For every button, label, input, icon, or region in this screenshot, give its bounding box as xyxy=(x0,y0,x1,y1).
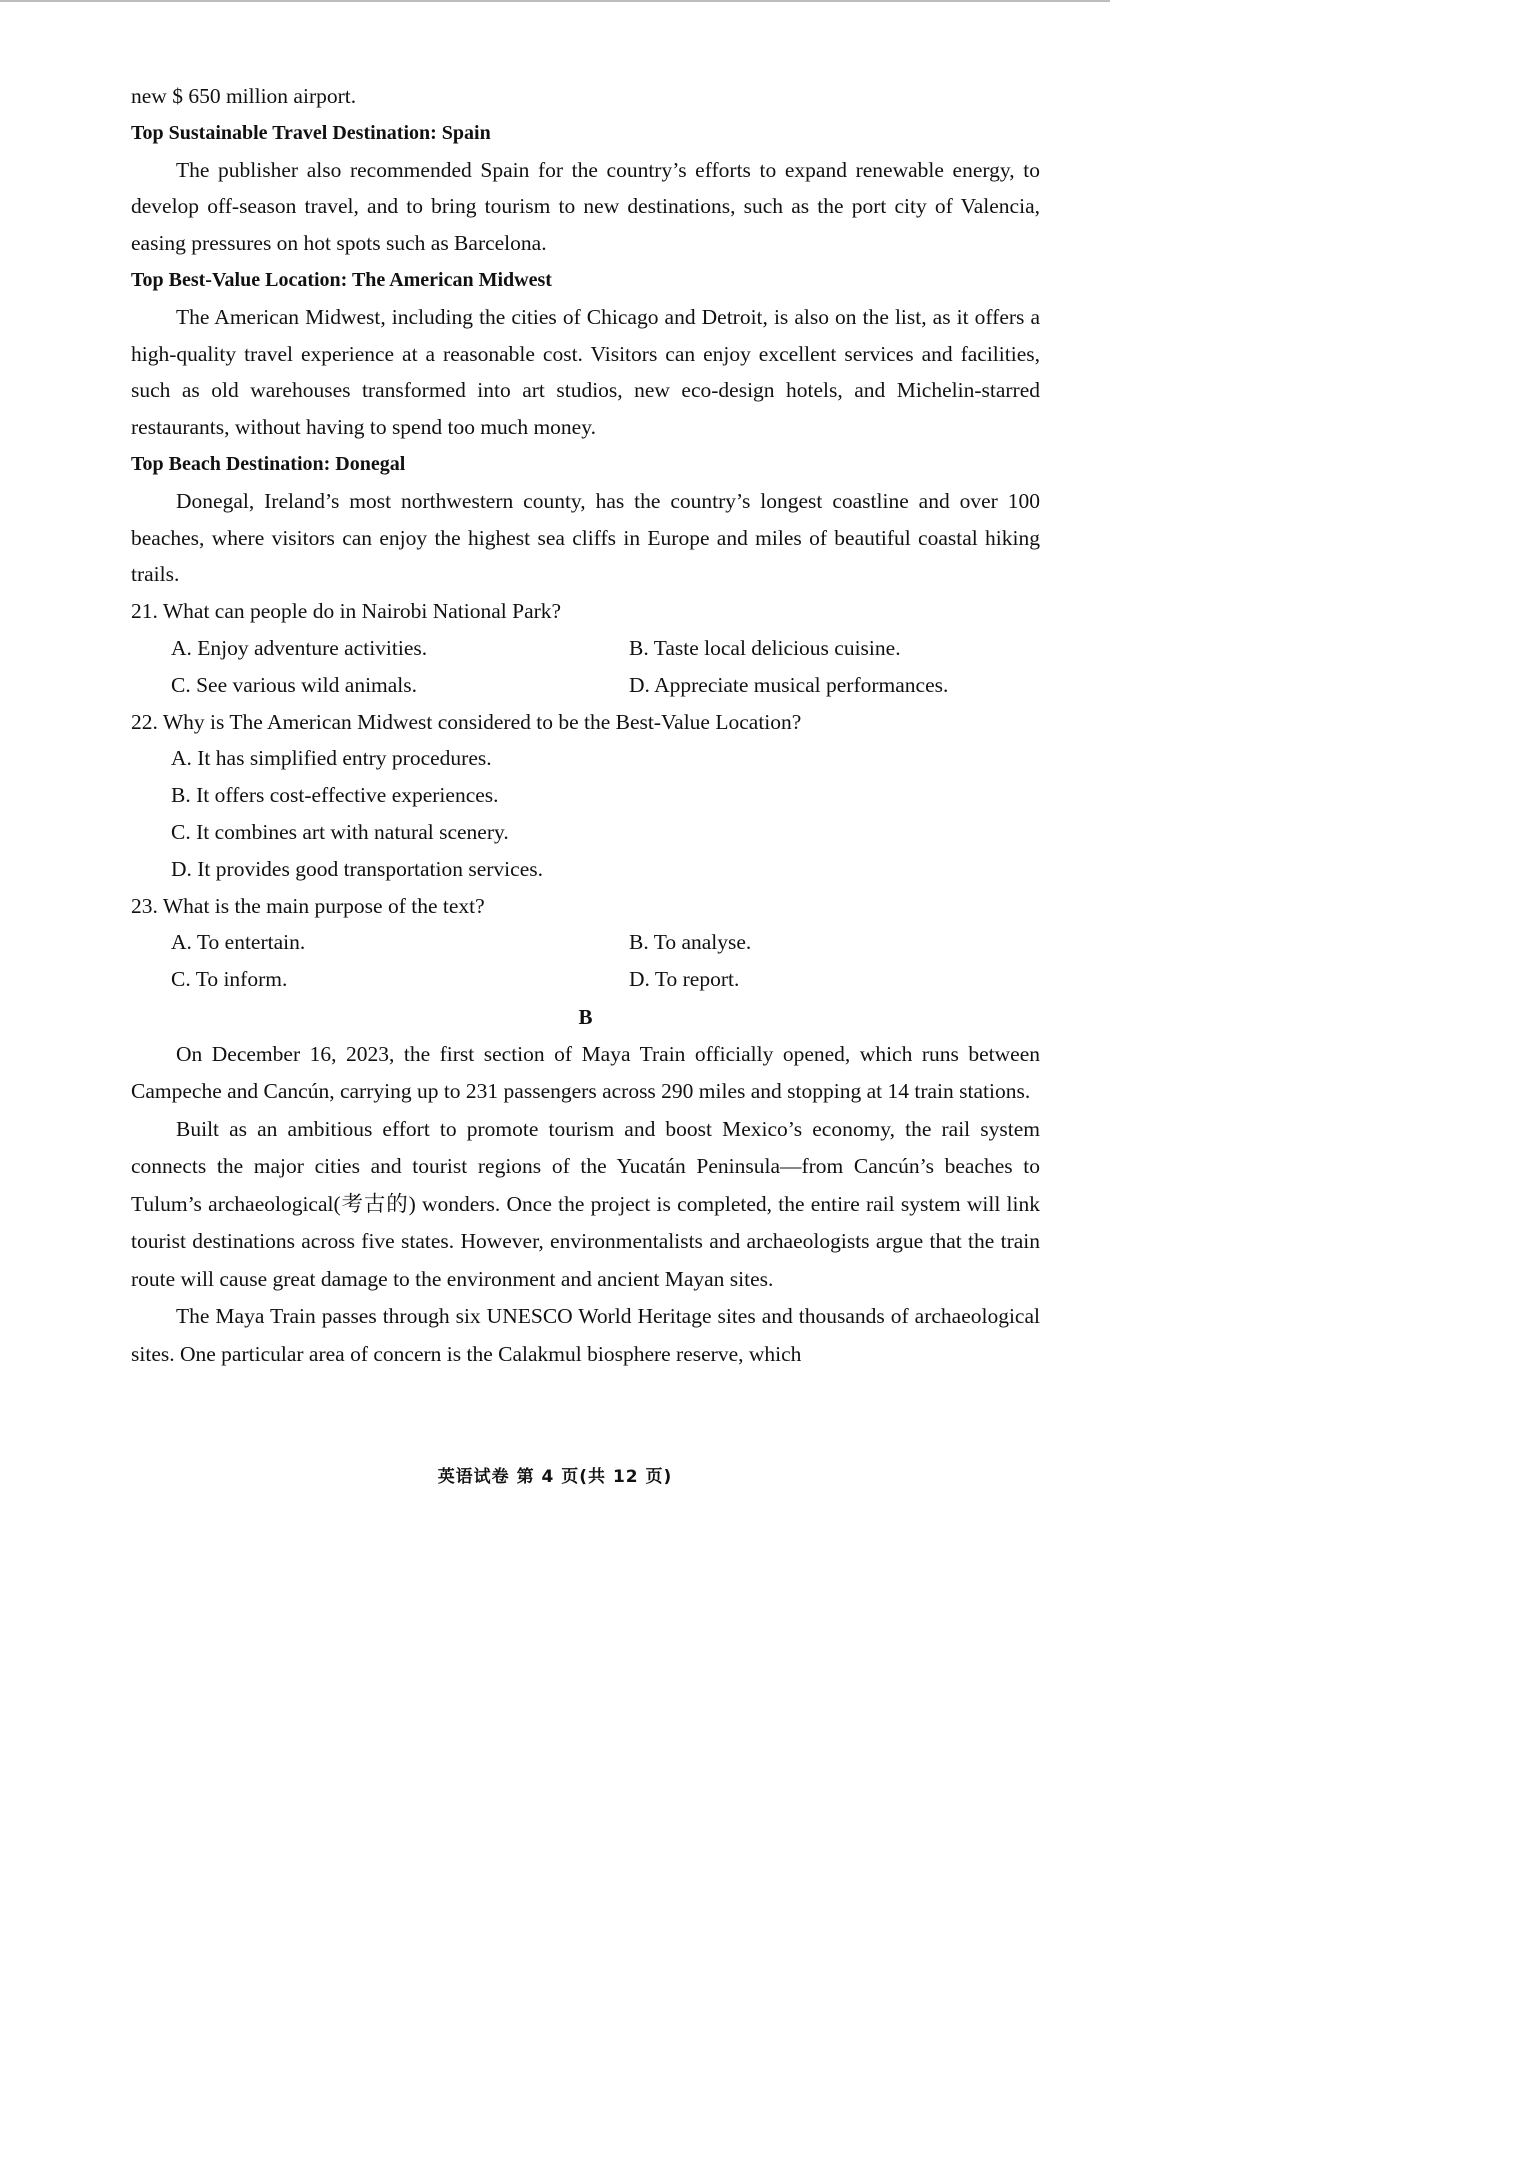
question-23-option-d: D. To report. xyxy=(629,967,740,992)
question-21-option-c: C. See various wild animals. xyxy=(171,672,418,697)
airport-line: new $ 650 million airport. xyxy=(131,84,357,108)
question-23 xyxy=(131,888,1040,998)
donegal-paragraph: Donegal, Ireland’s most northwestern county, has the country’s longest coastline and over 100 beaches, where visitors can enjoy the highest sea cliffs in Europe and miles of beautiful coastal hiking trails. xyxy=(131,488,1040,587)
question-22-option-d: D. It provides good transportation services. xyxy=(171,856,543,881)
question-23-option-c: C. To inform. xyxy=(171,967,288,992)
question-23-stem: 23. What is the main purpose of the text? xyxy=(131,893,485,918)
passage-b-paragraph-2: Built as an ambitious effort to promote tourism and boost Mexico’s economy, the rail system connects the major cities and tourist regions of the Yucatán Peninsula—from Cancún’s beaches to Tulum’s archaeological(考古的) wonders. Once the project is completed, the entire rail system will link tourist destinations across five states. However, environmentalists and archaeologists argue that the train route will cause great damage to the environment and ancient Mayan sites. xyxy=(131,1116,1040,1291)
question-21-option-d: D. Appreciate musical performances. xyxy=(629,672,949,697)
page-content xyxy=(131,78,1040,1373)
question-22-options xyxy=(171,740,1040,887)
question-23-option-b: B. To analyse. xyxy=(629,930,752,955)
question-22-option-a: A. It has simplified entry procedures. xyxy=(171,746,492,771)
question-23-options xyxy=(171,924,1040,998)
question-21-option-b: B. Taste local delicious cuisine. xyxy=(629,635,901,660)
passage-b-paragraph-1: On December 16, 2023, the first section of Maya Train officially opened, which runs between Campeche and Cancún, carrying up to 231 passengers across 290 miles and stopping at 14 train stations. xyxy=(131,1041,1040,1104)
page-top-edge xyxy=(0,0,1110,2)
question-22-option-b: B. It offers cost-effective experiences. xyxy=(171,783,499,808)
question-23-option-a: A. To entertain. xyxy=(171,930,306,955)
page-footer: 英语试卷 第 4 页(共 12 页) xyxy=(437,1467,673,1487)
question-21-stem: 21. What can people do in Nairobi National Park? xyxy=(131,599,562,624)
question-21-options xyxy=(171,630,1040,704)
question-22 xyxy=(131,704,1040,888)
midwest-paragraph: The American Midwest, including the cities of Chicago and Detroit, is also on the list, as it offers a high-quality travel experience at a reasonable cost. Visitors can enjoy excellent services and facilities, such as old warehouses transformed into art studios, new eco-design hotels, and Michelin-starred restaurants, without having to spend too much money. xyxy=(131,304,1040,440)
question-21 xyxy=(131,593,1040,703)
spain-paragraph: The publisher also recommended Spain for the country’s efforts to expand renewable energy, to develop off-season travel, and to bring tourism to new destinations, such as the port city of Valencia, easing pressures on hot spots such as Barcelona. xyxy=(131,157,1040,256)
question-22-option-c: C. It combines art with natural scenery. xyxy=(171,819,509,844)
passage-b xyxy=(131,1036,1040,1374)
passage-b-paragraph-3: The Maya Train passes through six UNESCO World Heritage sites and thousands of archaeological sites. One particular area of concern is the Calakmul biosphere reserve, which xyxy=(131,1304,1040,1366)
passage-b-letter: B xyxy=(578,1004,593,1029)
midwest-heading: Top Best-Value Location: The American Midwest xyxy=(131,268,552,291)
spain-heading: Top Sustainable Travel Destination: Spain xyxy=(131,121,491,144)
question-21-option-a: A. Enjoy adventure activities. xyxy=(171,635,428,660)
donegal-heading: Top Beach Destination: Donegal xyxy=(131,452,406,475)
question-22-stem: 22. Why is The American Midwest considered to be the Best-Value Location? xyxy=(131,709,802,734)
